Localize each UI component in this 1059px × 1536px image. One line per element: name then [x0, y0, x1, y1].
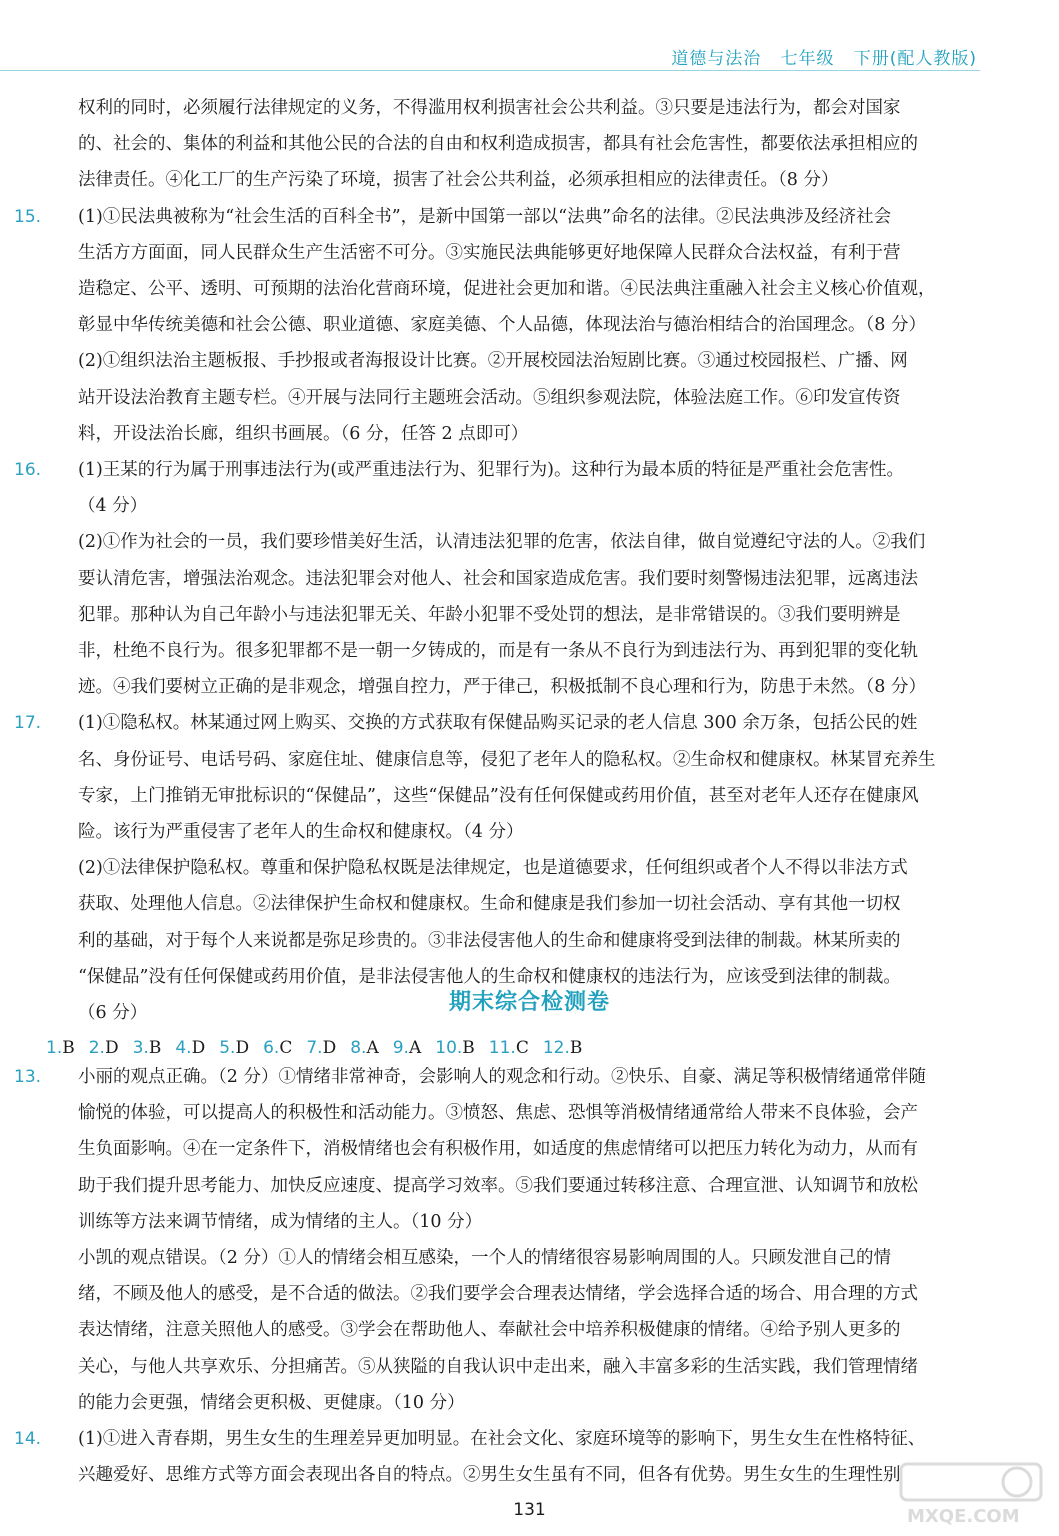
answer-text-line: （6 分） — [78, 1003, 148, 1023]
answer-text-line: 小凯的观点错误。（2 分）①人的情绪会相互感染，一个人的情绪很容易影响周围的人。只顾发泄自己的情 — [78, 1248, 891, 1268]
choice-letter: D — [235, 1038, 250, 1058]
header-divider — [0, 70, 980, 71]
question-number: 15. — [14, 206, 42, 227]
choice-number: 9. — [392, 1038, 409, 1058]
question-number: 17. — [14, 713, 42, 734]
answer-text-line: 生活方方面面，同人民群众生产生活密不可分。③实施民法典能够更好地保障人民群众合法权益，有利于营 — [78, 242, 901, 263]
page-number: 131 — [513, 1500, 546, 1520]
answer-text-line: 兴趣爱好、思维方式等方面会表现出各自的特点。②男生女生虽有不同，但各有优势。男生女生的生理性别 — [78, 1465, 901, 1486]
answer-text-line: 权利的同时，必须履行法律规定的义务，不得滥用权利损害社会公共利益。③只要是违法行为，都会对国家 — [78, 98, 901, 118]
answer-text-line: (1)①民法典被称为“社会生活的百科全书”，是新中国第一部以“法典”命名的法律。②民法典涉及经济社会 — [78, 206, 892, 227]
choice-number: 3. — [132, 1038, 149, 1058]
answer-text-line: 表达情绪，注意关照他人的感受。③学会在帮助他人、奉献社会中培养积极健康的情绪。④给予别人更多的 — [78, 1320, 901, 1341]
answer-text-line: 生负面影响。④在一定条件下，消极情绪也会有积极作用，如适度的焦虑情绪可以把压力转化为动力，从而有 — [78, 1139, 918, 1160]
choice-answer — [435, 1038, 475, 1058]
answer-text-line: (1)①进入青春期，男生女生的生理差异更加明显。在社会文化、家庭环境等的影响下，男生女生在性格特征、 — [78, 1429, 926, 1449]
answer-text-line: 要认清危害，增强法治观念。违法犯罪会对他人、社会和国家造成危害。我们要时刻警惕违法犯罪，远离违法 — [78, 568, 918, 589]
choice-number: 8. — [350, 1038, 367, 1058]
answer-text-line: 获取、处理他人信息。②法律保护生命权和健康权。生命和健康是我们参加一切社会活动、享有其他一切权 — [78, 894, 901, 915]
choice-letter: C — [515, 1038, 529, 1058]
choice-answer — [263, 1038, 292, 1058]
choice-letter: D — [104, 1038, 119, 1058]
question-number: 16. — [14, 460, 42, 480]
choice-letter: D — [191, 1038, 206, 1058]
answer-text-line: 助于我们提升思考能力、加快反应速度、提高学习效率。⑤我们要通过转移注意、合理宣泄、认知调节和放松 — [78, 1175, 918, 1196]
answer-text-line: (1)王某的行为属于刑事违法行为(或严重违法行为、犯罪行为)。这种行为最本质的特征是严重社会危害性。 — [78, 460, 904, 480]
answer-text-line: 的能力会更强，情绪会更积极、更健康。（10 分） — [78, 1392, 465, 1413]
running-header: 道德与法治 七年级 下册(配人教版) — [671, 49, 977, 69]
answer-text-line: 彰显中华传统美德和社会公德、职业道德、家庭美德、个人品德，体现法治与德治相结合的治国理念。（8 分） — [78, 315, 926, 336]
svg-text:MXQE.COM: MXQE.COM — [907, 1506, 1020, 1527]
answer-text-line: （4 分） — [78, 496, 148, 517]
answer-text-line: 的、社会的、集体的利益和其他公民的合法的自由和权利造成损害，都具有社会危害性，都要依法承担相应的 — [78, 134, 918, 155]
choice-number: 10. — [435, 1038, 463, 1058]
choice-answer — [393, 1038, 422, 1058]
answer-text-line: 关心，与他人共享欢乐、分担痛苦。⑤从狭隘的自我认识中走出来，融入丰富多彩的生活实践，我们管理情绪 — [78, 1356, 918, 1377]
choice-answer — [133, 1038, 162, 1058]
answer-text-line: 法律责任。④化工厂的生产污染了环境，损害了社会公共利益，必须承担相应的法律责任。（8 分） — [78, 170, 839, 191]
answer-text-line: (2)①组织法治主题板报、手抄报或者海报设计比赛。②开展校园法治短剧比赛。③通过校园报栏、广播、网 — [78, 351, 908, 372]
choice-number: 5. — [219, 1038, 236, 1058]
answer-text-line: (1)①隐私权。林某通过网上购买、交换的方式获取有保健品购买记录的老人信息 300 余万条，包括公民的姓 — [78, 713, 918, 734]
answer-text-line: 专家，上门推销无审批标识的“保健品”，这些“保健品”没有任何保健或药用价值，甚至对老年人还存在健康风 — [78, 785, 919, 806]
choice-letter: B — [62, 1038, 75, 1058]
choice-answer — [306, 1038, 336, 1058]
answer-text-line: 愉悦的体验，可以提高人的积极性和活动能力。③愤怒、焦虑、恐惧等消极情绪通常给人带来不良体验，会产 — [78, 1103, 918, 1124]
answer-text-line: 训练等方法来调节情绪，成为情绪的主人。（10 分） — [78, 1211, 483, 1232]
answer-text-line: 绪，不顾及他人的感受，是不合适的做法。②我们要学会合理表达情绪，学会选择合适的场合、用合理的方式 — [78, 1284, 918, 1305]
answer-text-line: 利的基础，对于每个人来说都是弥足珍贵的。③非法侵害他人的生命和健康将受到法律的制裁。林某所卖的 — [78, 930, 901, 951]
answer-text-line: 小丽的观点正确。（2 分）①情绪非常神奇，会影响人的观念和行动。②快乐、自豪、满足等积极情绪通常伴随 — [78, 1067, 926, 1087]
choice-answer — [543, 1038, 583, 1058]
choice-answer — [350, 1038, 379, 1058]
choice-answer — [489, 1038, 529, 1058]
question-number: 13. — [14, 1067, 42, 1087]
answer-text-line: 名、身份证号、电话号码、家庭住址、健康信息等，侵犯了老年人的隐私权。②生命权和健康权。林某冒充养生 — [78, 749, 936, 770]
choice-letter: B — [569, 1038, 583, 1058]
answer-text-line: “保健品”没有任何保健或药用价值，是非法侵害他人的生命权和健康权的违法行为，应该受到法律的制裁。 — [78, 966, 901, 987]
choice-letter: D — [322, 1038, 337, 1058]
answer-text-line: 险。该行为严重侵害了老年人的生命权和健康权。（4 分） — [78, 822, 524, 842]
answer-text-line: 造稳定、公平、透明、可预期的法治化营商环境，促进社会更加和谐。④民法典注重融入社会主义核心价值观， — [78, 279, 936, 299]
choice-answer — [175, 1038, 205, 1058]
choice-letter: A — [366, 1038, 379, 1058]
choice-letter: C — [279, 1038, 293, 1058]
choice-number: 11. — [488, 1038, 516, 1058]
choice-number: 7. — [306, 1038, 323, 1058]
choice-answer — [89, 1038, 119, 1058]
question-number: 14. — [14, 1429, 42, 1449]
answer-text-line: 犯罪。那种认为自己年龄小与违法犯罪无关、年龄小犯罪不受处罚的想法，是非常错误的。③我们要明辨是 — [78, 604, 901, 625]
multiple-choice-answers — [46, 1038, 596, 1058]
answer-text-line: 迹。④我们要树立正确的是非观念，增强自控力，严于律己，积极抵制不良心理和行为，防患于未然。（8 分） — [78, 677, 926, 698]
choice-letter: B — [462, 1038, 475, 1058]
watermark-logo — [897, 1458, 1047, 1528]
answer-text-line: 料，开设法治长廊，组织书画展。（6 分，任答 2 点即可） — [78, 423, 529, 444]
choice-number: 1. — [46, 1038, 63, 1058]
answer-text-line: 站开设法治教育主题专栏。④开展与法同行主题班会活动。⑤组织参观法院，体验法庭工作。⑥印发宣传资 — [78, 387, 901, 408]
choice-number: 4. — [175, 1038, 192, 1058]
choice-letter: A — [408, 1038, 422, 1058]
choice-number: 6. — [263, 1038, 280, 1058]
section-title: 期末综合检测卷 — [448, 990, 610, 1015]
choice-number: 12. — [542, 1038, 570, 1058]
choice-answer — [219, 1038, 249, 1058]
choice-number: 2. — [88, 1038, 105, 1058]
choice-answer — [46, 1038, 75, 1058]
choice-letter: B — [148, 1038, 162, 1058]
answer-text-line: (2)①作为社会的一员，我们要珍惜美好生活，认清违法犯罪的危害，依法自律，做自觉遵纪守法的人。②我们 — [78, 532, 926, 553]
answer-text-line: 非，杜绝不良行为。很多犯罪都不是一朝一夕铸成的，而是有一条从不良行为到违法行为、再到犯罪的变化轨 — [78, 641, 918, 661]
answer-text-line: (2)①法律保护隐私权。尊重和保护隐私权既是法律规定，也是道德要求，任何组织或者个人不得以非法方式 — [78, 858, 908, 879]
